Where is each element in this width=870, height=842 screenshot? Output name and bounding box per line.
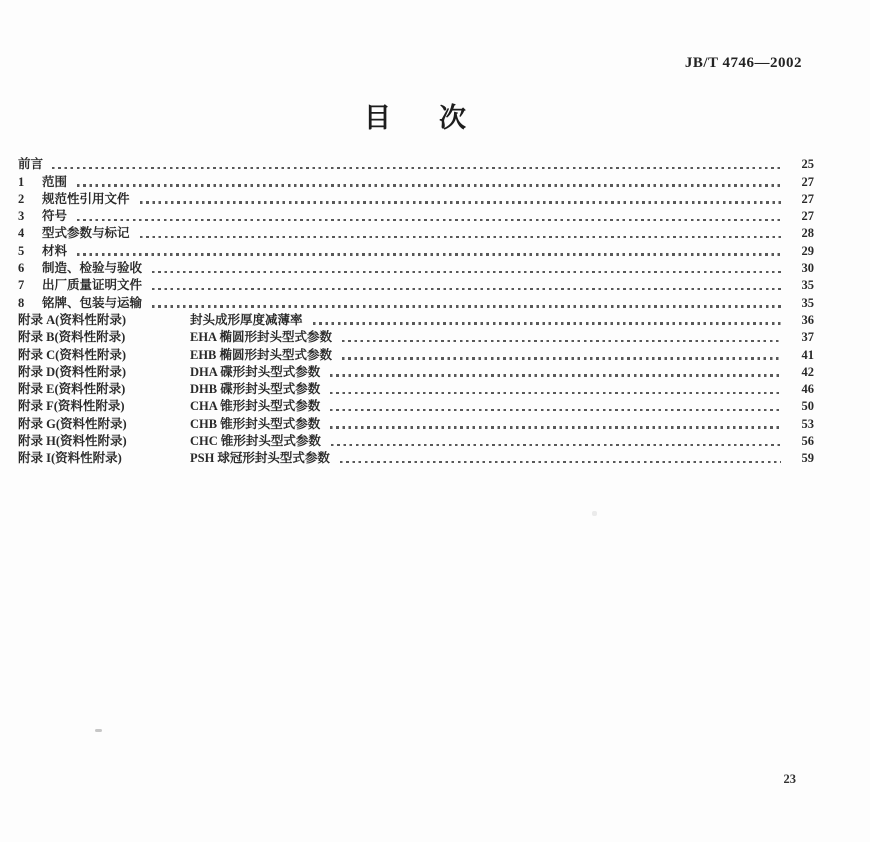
- toc-entry-page-number: 30: [801, 261, 814, 276]
- dot-leader: [330, 426, 781, 429]
- toc-row: [18, 207, 814, 224]
- toc-entry-label: 8: [18, 295, 25, 310]
- toc-entry-title: EHA 椭圆形封头型式参数: [190, 330, 333, 345]
- toc-entry-title: 材料: [42, 243, 68, 258]
- toc-entry-page-number: 27: [801, 191, 814, 206]
- toc-row: [18, 311, 814, 328]
- toc-entry-page-number: 27: [801, 209, 814, 224]
- toc-entry-page-number: 37: [801, 330, 814, 345]
- dot-leader: [331, 444, 781, 447]
- toc-entry-title: 制造、检验与验收: [42, 261, 143, 276]
- page-title-char-1: 目: [364, 103, 391, 133]
- standard-code: JB/T 4746—2002: [684, 55, 802, 71]
- toc-entry-label: 附录 C(资料性附录): [18, 347, 126, 362]
- toc-entry-label: 4: [18, 226, 25, 241]
- toc-entry-label: 附录 B(资料性附录): [18, 330, 126, 345]
- toc-entry-page-number: 46: [801, 382, 814, 397]
- dot-leader: [52, 167, 781, 170]
- footer-page-number: 23: [783, 772, 796, 786]
- toc-entry-label: 3: [18, 209, 25, 224]
- toc-entry-title: 规范性引用文件: [42, 191, 130, 206]
- toc-entry-title: DHB 碟形封头型式参数: [190, 382, 321, 397]
- toc-entry-page-number: 53: [801, 416, 814, 431]
- toc-entry-title: 封头成形厚度减薄率: [190, 312, 303, 327]
- toc-entry-page-number: 50: [801, 399, 814, 414]
- dot-leader: [140, 236, 781, 239]
- dot-leader: [77, 253, 781, 256]
- toc-entry-label: 1: [18, 174, 25, 189]
- scan-artifact-speck: [592, 511, 597, 516]
- dot-leader: [330, 409, 781, 412]
- toc-entry-title: 出厂质量证明文件: [42, 278, 143, 293]
- dot-leader: [313, 322, 781, 325]
- dot-leader: [330, 392, 781, 395]
- toc-entry-label: 附录 A(资料性附录): [18, 312, 126, 327]
- toc-row: [18, 241, 814, 258]
- toc-entry-label: 附录 F(资料性附录): [18, 399, 125, 414]
- toc-entry-page-number: 41: [801, 347, 814, 362]
- toc-row: [18, 293, 814, 310]
- toc-list: [18, 155, 814, 466]
- dot-leader: [77, 184, 781, 187]
- toc-entry-page-number: 29: [801, 243, 814, 258]
- toc-entry-title: CHA 锥形封头型式参数: [190, 399, 321, 414]
- toc-entry-page-number: 56: [801, 434, 814, 449]
- toc-row: [18, 397, 814, 414]
- dot-leader: [342, 340, 781, 343]
- toc-entry-title: DHA 碟形封头型式参数: [190, 364, 321, 379]
- toc-entry-title: PSH 球冠形封头型式参数: [190, 451, 330, 466]
- toc-entry-label: 附录 E(资料性附录): [18, 382, 126, 397]
- dot-leader: [152, 305, 781, 308]
- dot-leader: [342, 357, 781, 360]
- toc-entry-label: 附录 D(资料性附录): [18, 364, 126, 379]
- toc-entry-title: EHB 椭圆形封头型式参数: [190, 347, 333, 362]
- toc-row: [18, 259, 814, 276]
- toc-entry-title: 型式参数与标记: [42, 226, 130, 241]
- toc-entry-title: CHB 锥形封头型式参数: [190, 416, 321, 431]
- toc-entry-label: 6: [18, 261, 25, 276]
- toc-entry-page-number: 36: [801, 312, 814, 327]
- toc-entry-page-number: 35: [801, 295, 814, 310]
- page-title-char-2: 次: [439, 103, 466, 133]
- toc-row: [18, 380, 814, 397]
- toc-entry-title: CHC 锥形封头型式参数: [190, 434, 321, 449]
- toc-entry-label: 2: [18, 191, 25, 206]
- dot-leader: [140, 201, 781, 204]
- page-title: [0, 96, 830, 135]
- toc-entry-title: 符号: [42, 209, 68, 224]
- toc-row: [18, 414, 814, 431]
- toc-entry-label: 附录 I(资料性附录): [18, 451, 122, 466]
- toc-entry-title: 铭牌、包装与运输: [42, 295, 143, 310]
- toc-row: [18, 363, 814, 380]
- dot-leader: [340, 461, 781, 464]
- toc-entry-page-number: 27: [801, 174, 814, 189]
- toc-entry-label: 前言: [18, 157, 44, 172]
- toc-row: [18, 224, 814, 241]
- toc-entry-title: 范围: [42, 174, 68, 189]
- toc-entry-page-number: 28: [801, 226, 814, 241]
- toc-entry-label: 附录 G(资料性附录): [18, 416, 127, 431]
- dot-leader: [152, 288, 781, 291]
- toc-row: [18, 155, 814, 172]
- toc-row: [18, 345, 814, 362]
- toc-entry-page-number: 59: [801, 451, 814, 466]
- dot-leader: [77, 219, 781, 222]
- toc-row: [18, 328, 814, 345]
- toc-row: [18, 432, 814, 449]
- toc-entry-page-number: 25: [801, 157, 814, 172]
- toc-entry-page-number: 35: [801, 278, 814, 293]
- dot-leader: [330, 374, 781, 377]
- toc-row: [18, 190, 814, 207]
- toc-entry-page-number: 42: [801, 364, 814, 379]
- toc-row: [18, 172, 814, 189]
- toc-entry-label: 5: [18, 243, 25, 258]
- toc-entry-label: 7: [18, 278, 25, 293]
- toc-entry-label: 附录 H(资料性附录): [18, 434, 127, 449]
- toc-row: [18, 449, 814, 466]
- scan-artifact-speck: [95, 729, 102, 732]
- toc-row: [18, 276, 814, 293]
- dot-leader: [152, 271, 781, 274]
